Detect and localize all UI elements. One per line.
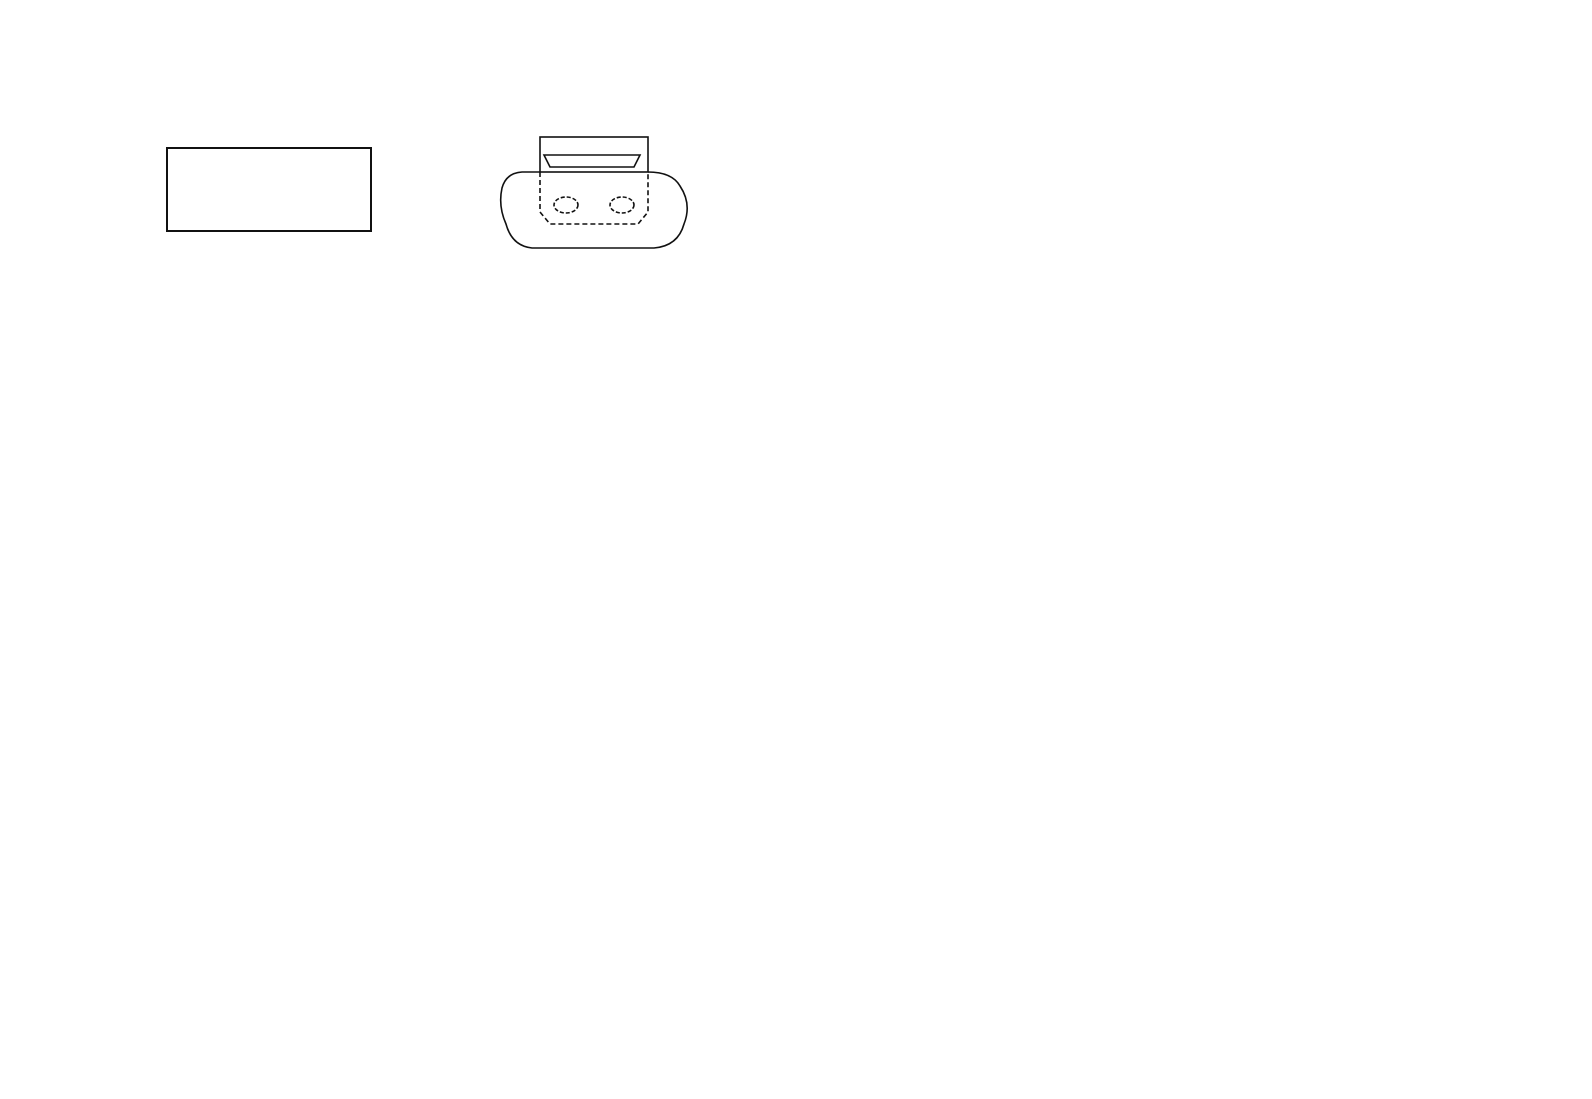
aluminum-weight-shape — [167, 148, 371, 231]
aluminum-weight-illustration — [111, 110, 431, 270]
steel-weight-illustration — [432, 110, 754, 270]
parts-table — [111, 44, 1420, 1062]
